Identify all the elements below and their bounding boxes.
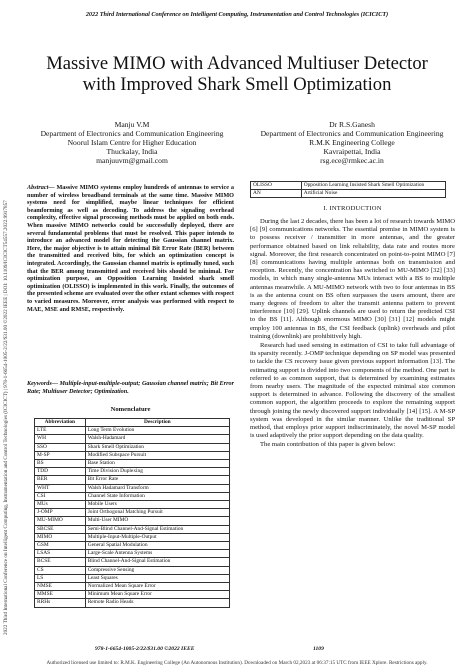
abbreviation-table-continued xyxy=(250,181,446,198)
column-header: Description xyxy=(85,419,229,427)
table-row xyxy=(35,558,230,566)
abbreviation-cell: AN xyxy=(251,190,302,198)
nomenclature-table xyxy=(34,418,230,608)
paragraph: Research had used sensing in estimation of CSI to take full advantage of its sparsity recently. J-OMP technique depending on SP model was presented to tackle the CS recovery issue given previous support information [13]. The estimating support is divided into two components of the method. One part is referred to as common support, that is determined by examining estimates from nearby users. The magnitude of the expected minimal size common support is determined in advance. Following the discovery of the smallest common support, the algorithm proceeds to explore the remaining support through joining the newly discovered support individually [14] [15]. A M-SP system was developed in the similar manner. Unlike the traditional SP method, that employs prior support indiscriminately, the novel M-SP model is used adaptively the prior support depending on the data quality. xyxy=(250,342,455,440)
introduction-body xyxy=(250,218,455,451)
table-row xyxy=(35,509,230,517)
paragraph: During the last 2 decades, there has been a lot of research towards MIMO [6] [9] communications networks. The essential premise in MIMO system is to possess receiver / transmitter in more antennas, and the greater performance obtained based on link reliability, data rate and routes more signal. Moreover, the first research concentrated on point-to-point MIMO [7] [8] communications having multiple antennas both on transmission and reception. Recently, the concentration has switched to MU-MIMO [32] [33] models, in which many single-antenna MUs interact with a BS to multiple antennas meanwhile. A MU-MIMO network with two to four antennas in BS is as the antenna count on BS often surpasses the users amount, there are many degrees of freedom to alter the transmit antenna pattern to prevent interference [10] [29]. Uplink channels are used to return the predicted CSI to the BS [11]. Although enormous MIMO [30] [31] [12] models might employ 100 antennas in BS, the CSI feedback (uplink) overheads and pilot training (downlink) are prohibitively high. xyxy=(250,218,455,340)
description-cell: Channel State Information xyxy=(85,492,229,500)
author-email: rsg.ece@rmkec.ac.in xyxy=(320,156,384,165)
abbreviation-cell: J-OMP xyxy=(35,509,86,517)
description-cell: Artificial Noise xyxy=(301,190,445,198)
table-row xyxy=(35,550,230,558)
table-row xyxy=(35,599,230,607)
table-row xyxy=(35,476,230,484)
table-row xyxy=(35,460,230,468)
description-cell: Opposition Learning Insisted Shark Smell Optimization xyxy=(301,182,445,190)
description-cell: Long Term Evolution xyxy=(85,427,229,435)
abbreviation-cell: BER xyxy=(35,476,86,484)
description-cell: Mobile Users xyxy=(85,501,229,509)
side-citation xyxy=(2,75,10,635)
table-row xyxy=(35,501,230,509)
description-cell: Normalized Mean Square Error xyxy=(85,583,229,591)
conference-header: 2022 Third International Conference on Intelligent Computing, Instrumentation and Control Technologies (ICICICT) xyxy=(85,11,389,18)
footer-page-number: 1109 xyxy=(313,646,324,652)
table-row xyxy=(35,583,230,591)
description-cell: Least Squares xyxy=(85,574,229,582)
author-name: Manju V.M xyxy=(114,120,150,129)
abbreviation-cell: BS xyxy=(35,460,86,468)
table-row xyxy=(251,182,446,190)
keywords-text: Multiple-input-multiple-output; Gaussian channel matrix; Bit Error Rate; Multiuser Detector; Optimization. xyxy=(27,380,234,395)
description-cell: Modified Subspace Pursuit xyxy=(85,451,229,459)
abstract-text: Massive MIMO systems employ hundreds of antennas to service a number of wireless broadband terminals at the same time. Massive MIMO systems need for simplified, maybe linear techniques for efficient beamforming as well as decoding. To address the signaling overhead complexity, effective signal processing methods must be applied on both ends. When massive MIMO networks could be successfully deployed, there are several fundamental problems that must be resolved. This paper intends to introduce an advanced model for detecting the Gaussian channel matrix. Here, the major objective is to attain minimal Bit Error Rate (BER) between the transmitted and received bits, for which an optimization concept is integrated. Accordingly, the Gaussian channel matrix is optimally tuned, such that the BER among transmitted and received bits should be minimal. For optimization purpose, an Opposition Learning Insisted shark smell optimization (OLISSO) is implemented in this work. Finally, the outcomes of the presented scheme are evaluated over the other extant schemes with respect to varied measures. Moreover, error analysis was performed with respect to MAE, MSE and RMSE, respectively. xyxy=(27,184,234,313)
abbreviation-cell: LSAS xyxy=(35,550,86,558)
author-inst: Noorul Islam Centre for Higher Education xyxy=(67,138,197,147)
description-cell: Joint Orthogonal Matching Pursuit xyxy=(85,509,229,517)
footer-isbn: 978-1-6654-1005-2/22/$31.00 ©2022 IEEE xyxy=(95,646,195,652)
table-row xyxy=(35,533,230,541)
column-header: Abbreviation xyxy=(35,419,86,427)
description-cell: General Spatial Modulation xyxy=(85,542,229,550)
table-row xyxy=(35,591,230,599)
abbreviation-cell: M-SP xyxy=(35,451,86,459)
author-email: manjuuvm@gmail.com xyxy=(96,156,168,165)
abbreviation-cell: WH xyxy=(35,435,86,443)
abbreviation-cell: MU-MIMO xyxy=(35,517,86,525)
table-row xyxy=(35,451,230,459)
author-block-2 xyxy=(246,120,458,165)
description-cell: Remote Radio Heads xyxy=(85,599,229,607)
description-cell: Walsh Hadamard Transform xyxy=(85,484,229,492)
table-row xyxy=(251,190,446,198)
title-line-1: Massive MIMO with Advanced Multiuser Detector xyxy=(46,53,428,74)
abbreviation-cell: LTE xyxy=(35,427,86,435)
abbreviation-cell: OLISSO xyxy=(251,182,302,190)
description-cell: Time Division Duplexing xyxy=(85,468,229,476)
description-cell: Large-Scale Antenna Systems xyxy=(85,550,229,558)
description-cell: Multi-User MIMO xyxy=(85,517,229,525)
table-row xyxy=(35,468,230,476)
table-row xyxy=(35,542,230,550)
license-notice: Authorized licensed use limited to: R.M.K. Engineering College (An Autonomous Institution). Downloaded on March 02,2023 at 06:37:15 UTC from IEEE Xplore. Restrictions apply. xyxy=(46,660,428,666)
table-row xyxy=(35,427,230,435)
abbreviation-cell: GSM xyxy=(35,542,86,550)
title-line-2: with Improved Shark Smell Optimization xyxy=(82,74,392,95)
table-row xyxy=(35,525,230,533)
keywords xyxy=(27,380,234,395)
table-header-row xyxy=(35,419,230,427)
description-cell: Semi-Blind Channel-And-Signal Estimation xyxy=(85,525,229,533)
abbreviation-cell: TDD xyxy=(35,468,86,476)
description-cell: Blind Channel-And-Signal Estimation xyxy=(85,558,229,566)
paper-title xyxy=(20,53,454,95)
author-city: Thuckalay, India xyxy=(106,147,158,156)
abstract-label: Abstract— xyxy=(27,184,55,191)
abbreviation-cell: CSI xyxy=(35,492,86,500)
abbreviation-cell: MMSE xyxy=(35,591,86,599)
author-dept: Department of Electronics and Communication Engineering xyxy=(40,129,224,138)
abbreviation-body xyxy=(251,182,446,198)
abbreviation-cell: RRHs xyxy=(35,599,86,607)
table-row xyxy=(35,435,230,443)
table-row xyxy=(35,484,230,492)
table-row xyxy=(35,492,230,500)
description-cell: Shark Smell Optimization xyxy=(85,443,229,451)
author-name: Dr R.S.Ganesh xyxy=(329,120,375,129)
description-cell: Bit Error Rate xyxy=(85,476,229,484)
author-city: Kavraipettai, India xyxy=(323,147,381,156)
paragraph: The main contribution of this paper is given below: xyxy=(260,441,396,449)
table-row xyxy=(35,517,230,525)
description-cell: Base Station xyxy=(85,460,229,468)
description-cell: Walsh-Hadamard xyxy=(85,435,229,443)
keywords-label: Keywords— xyxy=(27,380,58,387)
abbreviation-cell: MIMO xyxy=(35,533,86,541)
nomenclature-title: Nomenclature xyxy=(110,406,151,413)
table-row xyxy=(35,566,230,574)
abbreviation-cell: CS xyxy=(35,566,86,574)
abbreviation-cell: BCSE xyxy=(35,558,86,566)
description-cell: Multiple-Input-Multiple-Output xyxy=(85,533,229,541)
abbreviation-cell: MUs xyxy=(35,501,86,509)
description-cell: Compressive Sensing xyxy=(85,566,229,574)
abbreviation-cell: NMSE xyxy=(35,583,86,591)
abbreviation-cell: LS xyxy=(35,574,86,582)
abstract xyxy=(27,184,234,313)
description-cell: Minimum Mean Square Error xyxy=(85,591,229,599)
section-heading: I. INTRODUCTION xyxy=(323,205,382,212)
side-citation-text: 2022 Third International Conference on Intelligent Computing, Instrumentation and Control Technologies (ICICICT) | 978-1-6654-1005-2/22/$31.00 ©2022 IEEE | DOI: 10.1109/ICICICT54557.2022.9917857 xyxy=(3,200,9,635)
author-block-1 xyxy=(26,120,238,165)
author-dept: Department of Electronics and Communication Engineering xyxy=(260,129,444,138)
table-row xyxy=(35,574,230,582)
author-inst: R.M.K Engineering College xyxy=(309,138,395,147)
abbreviation-cell: SBCSE xyxy=(35,525,86,533)
table-row xyxy=(35,443,230,451)
nomenclature-body xyxy=(35,427,230,607)
abbreviation-cell: WHT xyxy=(35,484,86,492)
abbreviation-cell: SSO xyxy=(35,443,86,451)
